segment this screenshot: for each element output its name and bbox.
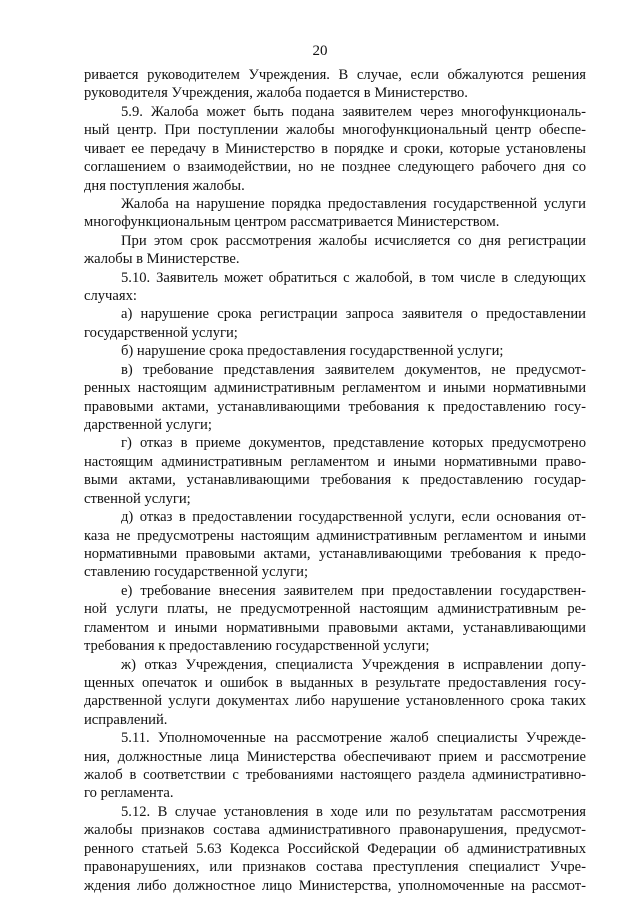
document-body bbox=[84, 66, 586, 895]
text-line: соглашением о взаимодействии, но не позднее следующего рабочего дня со bbox=[84, 159, 586, 176]
text-line: правонарушениях, или признаков состава преступления специалист Учре- bbox=[84, 859, 586, 876]
text-line: дарственной услуги документах либо нарушение установленного срока таких bbox=[84, 693, 586, 710]
text-line: в) требование представления заявителем документов, не предусмот- bbox=[121, 361, 586, 378]
text-line: При этом срок рассмотрения жалобы исчисляется со дня регистрации bbox=[121, 232, 586, 249]
text-line: исправлений. bbox=[84, 711, 168, 728]
text-line: Жалоба на нарушение порядка предоставления государственной услуги bbox=[121, 195, 586, 212]
text-line: ной услуги платы, не предусмотренной настоящим административным ре- bbox=[84, 601, 586, 618]
text-line: случаях: bbox=[84, 288, 137, 305]
text-line: ренного статьей 5.63 Кодекса Российской Федерации об административных bbox=[84, 840, 586, 857]
text-line: 5.12. В случае установления в ходе или по результатам рассмотрения bbox=[121, 803, 586, 820]
text-line: каза не предусмотрены настоящим административным регламентом и иными bbox=[84, 527, 586, 544]
text-line: жалоб в соответствии с требованиями настоящего раздела административно- bbox=[84, 767, 586, 784]
text-line: многофункциональным центром рассматривается Министерством. bbox=[84, 214, 500, 231]
text-line: жалобы признаков состава административного правонарушения, предусмот- bbox=[84, 822, 586, 839]
text-line: нормативными правовыми актами, устанавливающими требования к предо- bbox=[84, 545, 586, 562]
text-line: а) нарушение срока регистрации запроса заявителя о предоставлении bbox=[121, 306, 586, 323]
text-line: ренных настоящим административным регламентом и иными нормативными bbox=[84, 380, 586, 397]
text-line: дня поступления жалобы. bbox=[84, 177, 245, 194]
text-line: настоящим административным регламентом и иными нормативными право- bbox=[84, 453, 586, 470]
text-line: выми актами, устанавливающими требования к предоставлению государ- bbox=[84, 472, 586, 489]
text-line: требования к предоставлению государственной услуги; bbox=[84, 638, 430, 655]
text-line: руководителя Учреждения, жалоба подается в Министерство. bbox=[84, 85, 468, 102]
text-line: г) отказ в приеме документов, представление которых предусмотрено bbox=[121, 435, 586, 452]
text-line: ж) отказ Учреждения, специалиста Учреждения в исправлении допу- bbox=[121, 656, 586, 673]
page-number: 20 bbox=[312, 43, 328, 59]
text-line: 5.9. Жалоба может быть подана заявителем через многофункциональ- bbox=[121, 103, 586, 120]
text-line: ставлению государственной услуги; bbox=[84, 564, 309, 581]
text-line: правовыми актами, устанавливающими требования к предоставлению госу- bbox=[84, 398, 586, 415]
text-line: государственной услуги; bbox=[84, 324, 238, 341]
text-line: 5.10. Заявитель может обратиться с жалобой, в том числе в следующих bbox=[121, 269, 586, 286]
text-line: жалобы в Министерстве. bbox=[84, 251, 240, 268]
text-line: ния, должностные лица Министерства обеспечивают прием и рассмотрение bbox=[84, 748, 586, 765]
text-line: ный центр. При поступлении жалобы многофункциональный центр обеспе- bbox=[84, 122, 586, 139]
text-line: ственной услуги; bbox=[84, 490, 191, 507]
text-line: б) нарушение срока предоставления государственной услуги; bbox=[121, 343, 504, 360]
text-line: чивает ее передачу в Министерство в порядке и сроки, которые установлены bbox=[84, 140, 586, 157]
text-line: д) отказ в предоставлении государственной услуги, если основания от- bbox=[121, 509, 586, 526]
text-line: ждения либо должностное лицо Министерства, уполномоченные на рассмот- bbox=[84, 877, 586, 894]
text-line: гламентом и иными нормативными правовыми актами, устанавливающими bbox=[84, 619, 586, 636]
text-line: ривается руководителем Учреждения. В случае, если обжалуются решения bbox=[84, 67, 586, 83]
text-line: го регламента. bbox=[84, 785, 174, 802]
text-line: дарственной услуги; bbox=[84, 417, 212, 434]
text-line: щенных опечаток и ошибок в выданных в результате предоставления госу- bbox=[84, 674, 586, 691]
text-line: 5.11. Уполномоченные на рассмотрение жалоб специалисты Учрежде- bbox=[121, 730, 586, 747]
text-line: е) требование внесения заявителем при предоставлении государствен- bbox=[121, 582, 586, 599]
